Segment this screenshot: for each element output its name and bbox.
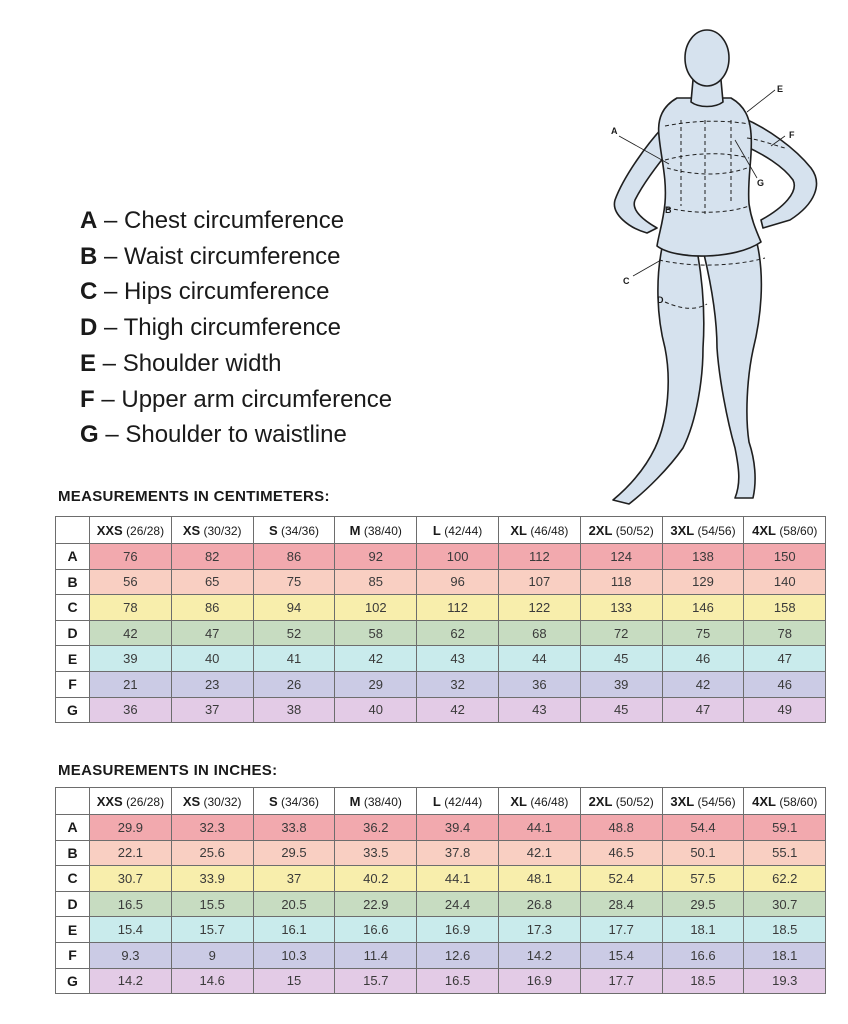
measurement-cell: 56 xyxy=(90,569,172,595)
measurement-cell: 40 xyxy=(171,646,253,672)
corner-cell xyxy=(56,517,90,544)
legend-item-shoulder-to-waist: G – Shoulder to waistline xyxy=(80,421,347,449)
measurement-cell: 58 xyxy=(335,620,417,646)
size-header xyxy=(90,788,172,815)
measurement-cell: 52.4 xyxy=(580,866,662,892)
size-label: XXS xyxy=(96,522,123,538)
size-header xyxy=(253,517,335,544)
measurement-cell: 21 xyxy=(90,671,172,697)
size-header xyxy=(498,517,580,544)
measurement-cell: 37 xyxy=(253,866,335,892)
measurement-cell: 37 xyxy=(171,697,253,723)
size-header xyxy=(662,517,744,544)
table-row xyxy=(56,942,826,968)
measurement-cell: 16.6 xyxy=(335,917,417,943)
row-label: A xyxy=(56,544,90,570)
row-label: E xyxy=(56,917,90,943)
measurement-cell: 14.6 xyxy=(171,968,253,994)
legend-item-shoulder-width: E – Shoulder width xyxy=(80,349,282,377)
measurement-cell: 37.8 xyxy=(417,840,499,866)
size-header xyxy=(744,788,826,815)
measurement-cell: 9 xyxy=(171,942,253,968)
table-row xyxy=(56,671,826,697)
measurement-cell: 39.4 xyxy=(417,815,499,841)
measurement-cell: 100 xyxy=(417,544,499,570)
size-label: 3XL xyxy=(670,793,695,809)
measurement-cell: 15.4 xyxy=(580,942,662,968)
size-label: XS xyxy=(182,793,201,809)
measurement-cell: 94 xyxy=(253,595,335,621)
measurement-cell: 17.7 xyxy=(580,917,662,943)
measurement-cell: 150 xyxy=(744,544,826,570)
size-range: (42/44) xyxy=(444,794,483,809)
measurement-cell: 42 xyxy=(662,671,744,697)
measurement-cell: 29.9 xyxy=(90,815,172,841)
size-label: S xyxy=(268,793,278,809)
measurement-cell: 43 xyxy=(417,646,499,672)
row-label: E xyxy=(56,646,90,672)
size-range: (50/52) xyxy=(615,794,654,809)
figure-label-g: G xyxy=(757,178,765,188)
measurement-cell: 26.8 xyxy=(498,891,580,917)
measurement-cell: 40.2 xyxy=(335,866,417,892)
measurement-cell: 36 xyxy=(498,671,580,697)
measurement-cell: 12.6 xyxy=(417,942,499,968)
measurement-cell: 75 xyxy=(662,620,744,646)
size-header xyxy=(417,517,499,544)
measurement-cell: 40 xyxy=(335,697,417,723)
row-label: F xyxy=(56,942,90,968)
size-header xyxy=(417,788,499,815)
size-range: (58/60) xyxy=(779,523,818,538)
measurement-cell: 122 xyxy=(498,595,580,621)
size-header xyxy=(90,517,172,544)
legend-item-chest: A – Chest circumference xyxy=(80,207,345,234)
figure-label-d: D xyxy=(657,295,664,305)
measurement-cell: 22.9 xyxy=(335,891,417,917)
figure-label-f: F xyxy=(789,130,795,140)
size-label: M xyxy=(349,522,361,538)
table-row xyxy=(56,866,826,892)
measurement-cell: 16.5 xyxy=(417,968,499,994)
measurement-cell: 15.4 xyxy=(90,917,172,943)
measurement-cell: 158 xyxy=(744,595,826,621)
measurement-cell: 17.3 xyxy=(498,917,580,943)
measurement-cell: 39 xyxy=(90,646,172,672)
measurement-cell: 133 xyxy=(580,595,662,621)
measurement-cell: 54.4 xyxy=(662,815,744,841)
measurement-cell: 59.1 xyxy=(744,815,826,841)
measurement-cell: 47 xyxy=(171,620,253,646)
legend-item-hips: C – Hips circumference xyxy=(80,278,330,306)
measurement-cell: 15.7 xyxy=(171,917,253,943)
measurement-cell: 57.5 xyxy=(662,866,744,892)
size-range: (54/56) xyxy=(697,523,736,538)
measurement-cell: 16.6 xyxy=(662,942,744,968)
measurement-cell: 15.5 xyxy=(171,891,253,917)
size-range: (58/60) xyxy=(779,794,818,809)
size-range: (34/36) xyxy=(280,523,320,538)
size-label: 2XL xyxy=(588,522,613,538)
measurement-cell: 17.7 xyxy=(580,968,662,994)
row-label: A xyxy=(56,815,90,841)
size-header xyxy=(662,788,744,815)
measurement-cell: 48.1 xyxy=(498,866,580,892)
legend-item-thigh: D – Thigh circumference xyxy=(80,314,342,342)
measurement-cell: 10.3 xyxy=(253,942,335,968)
measurement-cell: 33.5 xyxy=(335,840,417,866)
measurement-cell: 102 xyxy=(335,595,417,621)
measurement-cell: 44.1 xyxy=(417,866,499,892)
measurement-cell: 33.9 xyxy=(171,866,253,892)
measurement-cell: 46.5 xyxy=(580,840,662,866)
measurement-cell: 16.9 xyxy=(498,968,580,994)
size-range: (38/40) xyxy=(363,523,402,538)
size-label: XS xyxy=(182,522,201,538)
table-header-row xyxy=(56,788,826,815)
measurement-cell: 50.1 xyxy=(662,840,744,866)
measurement-cell: 38 xyxy=(253,697,335,723)
cm-measurement-table xyxy=(55,516,826,723)
size-range: (26/28) xyxy=(126,794,165,809)
size-range: (38/40) xyxy=(363,794,402,809)
measurement-cell: 18.1 xyxy=(662,917,744,943)
table-row xyxy=(56,569,826,595)
measurement-cell: 22.1 xyxy=(90,840,172,866)
size-label: L xyxy=(432,522,441,538)
measurement-cell: 9.3 xyxy=(90,942,172,968)
table-row xyxy=(56,620,826,646)
measurement-legend xyxy=(80,203,392,453)
table-row xyxy=(56,697,826,723)
size-label: XXS xyxy=(96,793,123,809)
measurement-cell: 36 xyxy=(90,697,172,723)
table-row xyxy=(56,815,826,841)
measurement-cell: 72 xyxy=(580,620,662,646)
measurement-cell: 16.9 xyxy=(417,917,499,943)
measurement-cell: 118 xyxy=(580,569,662,595)
measurement-cell: 75 xyxy=(253,569,335,595)
measurement-cell: 112 xyxy=(498,544,580,570)
figure-label-e: E xyxy=(777,84,784,94)
measurement-cell: 107 xyxy=(498,569,580,595)
measurement-cell: 49 xyxy=(744,697,826,723)
inches-section-title: MEASUREMENTS IN INCHES: xyxy=(58,762,278,779)
size-label: XL xyxy=(510,522,527,538)
figure-label-c: C xyxy=(623,276,630,286)
row-label: C xyxy=(56,595,90,621)
measurement-cell: 16.1 xyxy=(253,917,335,943)
size-header xyxy=(580,517,662,544)
measurement-cell: 138 xyxy=(662,544,744,570)
size-label: 4XL xyxy=(752,793,776,809)
row-label: C xyxy=(56,866,90,892)
size-range: (46/48) xyxy=(530,523,569,538)
row-label: F xyxy=(56,671,90,697)
size-label: S xyxy=(268,522,278,538)
size-range: (54/56) xyxy=(697,794,736,809)
corner-cell xyxy=(56,788,90,815)
size-range: (30/32) xyxy=(203,523,242,538)
measurement-cell: 85 xyxy=(335,569,417,595)
measurement-cell: 42 xyxy=(335,646,417,672)
measurement-cell: 23 xyxy=(171,671,253,697)
measurement-cell: 11.4 xyxy=(335,942,417,968)
size-header xyxy=(335,517,417,544)
size-label: M xyxy=(349,793,361,809)
measurement-cell: 15.7 xyxy=(335,968,417,994)
row-label: B xyxy=(56,569,90,595)
measurement-cell: 68 xyxy=(498,620,580,646)
measurement-cell: 15 xyxy=(253,968,335,994)
measurement-cell: 55.1 xyxy=(744,840,826,866)
table-row xyxy=(56,595,826,621)
size-header xyxy=(253,788,335,815)
measurement-cell: 86 xyxy=(253,544,335,570)
measurement-cell: 29 xyxy=(335,671,417,697)
measurement-cell: 78 xyxy=(744,620,826,646)
size-header xyxy=(335,788,417,815)
measurement-cell: 19.3 xyxy=(744,968,826,994)
measurement-cell: 52 xyxy=(253,620,335,646)
measurement-cell: 76 xyxy=(90,544,172,570)
measurement-cell: 32.3 xyxy=(171,815,253,841)
row-label: G xyxy=(56,697,90,723)
table-row xyxy=(56,917,826,943)
measurement-cell: 33.8 xyxy=(253,815,335,841)
size-header xyxy=(171,517,253,544)
inches-measurement-table xyxy=(55,787,826,994)
size-range: (46/48) xyxy=(530,794,569,809)
row-label: D xyxy=(56,620,90,646)
measurement-cell: 47 xyxy=(662,697,744,723)
measurement-cell: 96 xyxy=(417,569,499,595)
measurement-cell: 42 xyxy=(90,620,172,646)
size-header xyxy=(744,517,826,544)
measurement-cell: 24.4 xyxy=(417,891,499,917)
measurement-cell: 36.2 xyxy=(335,815,417,841)
measurement-cell: 30.7 xyxy=(744,891,826,917)
table-row xyxy=(56,891,826,917)
measurement-cell: 29.5 xyxy=(662,891,744,917)
measurement-cell: 18.5 xyxy=(662,968,744,994)
measurement-cell: 18.5 xyxy=(744,917,826,943)
table-row xyxy=(56,968,826,994)
measurement-cell: 78 xyxy=(90,595,172,621)
measurement-cell: 65 xyxy=(171,569,253,595)
measurement-cell: 46 xyxy=(662,646,744,672)
figure-label-b: B xyxy=(665,205,672,215)
measurement-cell: 39 xyxy=(580,671,662,697)
size-range: (26/28) xyxy=(126,523,165,538)
measurement-cell: 92 xyxy=(335,544,417,570)
measurement-cell: 46 xyxy=(744,671,826,697)
cm-section-title: MEASUREMENTS IN CENTIMETERS: xyxy=(58,488,330,505)
size-header xyxy=(498,788,580,815)
size-header xyxy=(580,788,662,815)
measurement-cell: 45 xyxy=(580,697,662,723)
row-label: B xyxy=(56,840,90,866)
legend-item-waist: B – Waist circumference xyxy=(80,242,341,270)
measurement-cell: 48.8 xyxy=(580,815,662,841)
size-label: XL xyxy=(510,793,527,809)
measurement-cell: 29.5 xyxy=(253,840,335,866)
measurement-cell: 16.5 xyxy=(90,891,172,917)
row-label: G xyxy=(56,968,90,994)
measurement-cell: 62.2 xyxy=(744,866,826,892)
figure-label-a: A xyxy=(611,126,618,136)
measurement-cell: 146 xyxy=(662,595,744,621)
measurement-cell: 18.1 xyxy=(744,942,826,968)
measurement-cell: 26 xyxy=(253,671,335,697)
measurement-cell: 14.2 xyxy=(498,942,580,968)
body-figure-illustration xyxy=(585,28,825,508)
size-range: (30/32) xyxy=(203,794,242,809)
size-label: L xyxy=(432,793,441,809)
measurement-cell: 62 xyxy=(417,620,499,646)
measurement-cell: 44.1 xyxy=(498,815,580,841)
size-range: (50/52) xyxy=(615,523,654,538)
measurement-cell: 32 xyxy=(417,671,499,697)
measurement-cell: 47 xyxy=(744,646,826,672)
measurement-cell: 28.4 xyxy=(580,891,662,917)
measurement-cell: 86 xyxy=(171,595,253,621)
size-label: 3XL xyxy=(670,522,695,538)
measurement-cell: 140 xyxy=(744,569,826,595)
table-row xyxy=(56,646,826,672)
size-label: 2XL xyxy=(588,793,613,809)
legend-item-upper-arm: F – Upper arm circumference xyxy=(80,385,393,413)
size-header xyxy=(171,788,253,815)
row-label: D xyxy=(56,891,90,917)
measurement-cell: 20.5 xyxy=(253,891,335,917)
table-row xyxy=(56,544,826,570)
size-range: (34/36) xyxy=(280,794,320,809)
measurement-cell: 82 xyxy=(171,544,253,570)
table-row xyxy=(56,840,826,866)
measurement-cell: 41 xyxy=(253,646,335,672)
measurement-cell: 45 xyxy=(580,646,662,672)
measurement-cell: 14.2 xyxy=(90,968,172,994)
table-header-row xyxy=(56,517,826,544)
size-label: 4XL xyxy=(752,522,776,538)
measurement-cell: 42.1 xyxy=(498,840,580,866)
measurement-cell: 30.7 xyxy=(90,866,172,892)
measurement-cell: 42 xyxy=(417,697,499,723)
measurement-cell: 43 xyxy=(498,697,580,723)
measurement-cell: 129 xyxy=(662,569,744,595)
measurement-cell: 44 xyxy=(498,646,580,672)
size-range: (42/44) xyxy=(444,523,483,538)
measurement-cell: 112 xyxy=(417,595,499,621)
measurement-cell: 124 xyxy=(580,544,662,570)
measurement-cell: 25.6 xyxy=(171,840,253,866)
